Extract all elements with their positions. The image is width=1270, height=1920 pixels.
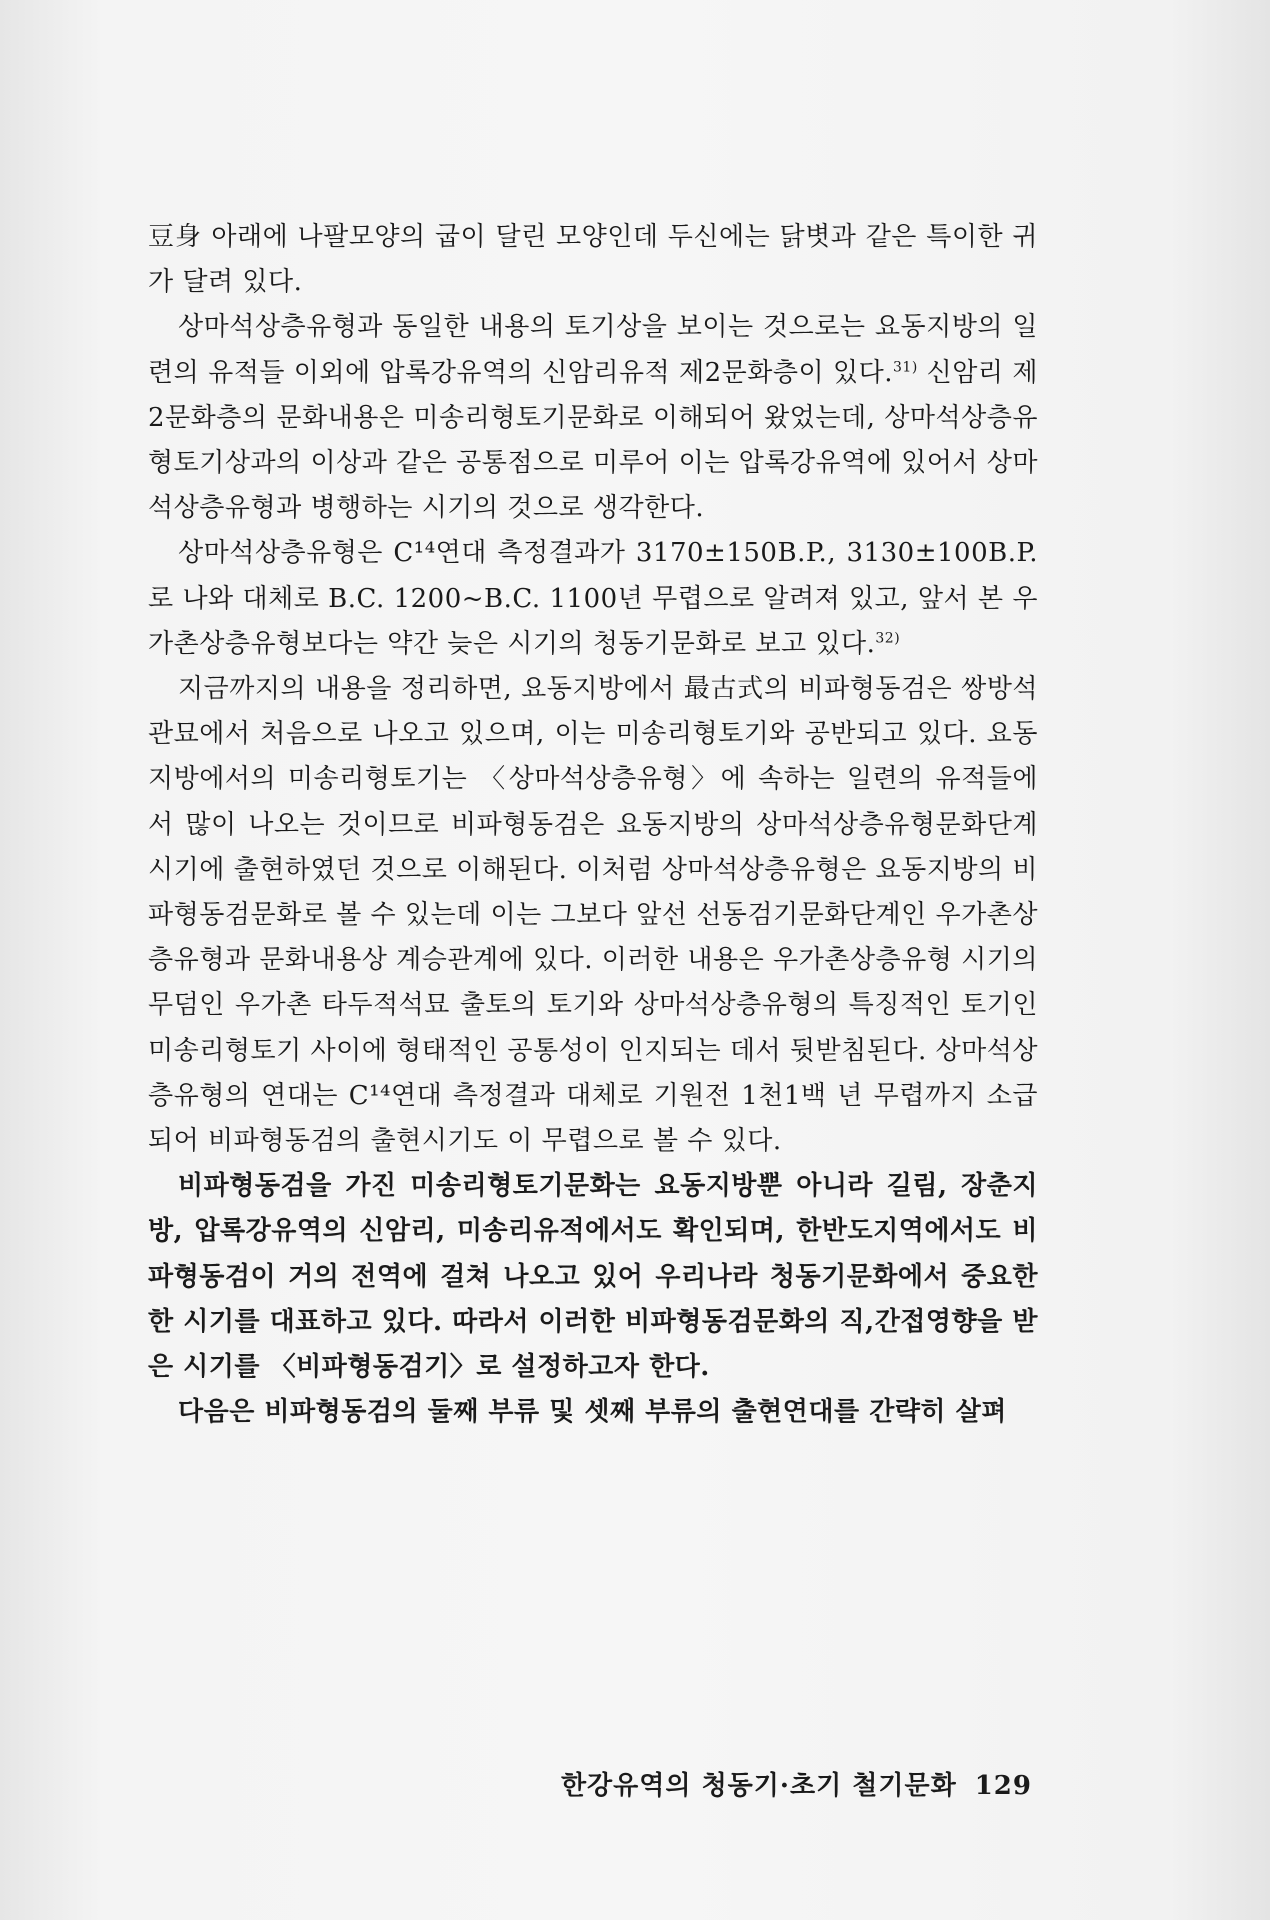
footnote-31: 31) (893, 358, 918, 375)
page-footer (561, 1765, 1032, 1802)
paragraph-2 (148, 305, 1038, 531)
paragraph-4-text: 지금까지의 내용을 정리하면, 요동지방에서 最古式의 비파형동검은 쌍방석관묘에서 처음으로 나오고 있으며, 이는 미송리형토기와 공반되고 있다. 요동지방에서의 미송리형토기는 〈상마석상층유형〉에 속하는 일련의 유적들에서 많이 나오는 것이므로 비파형동검은 요동지방의 상마석상층유형문화단계 시기에 출현하였던 것으로 이해된다. 이처럼 상마석상층유형은 요동지방의 비파형동검문화로 볼 수 있는데 이는 그보다 앞선 선동검기문화단계인 우가촌상층유형과 문화내용상 계승관계에 있다. 이러한 내용은 우가촌상층유형 시기의 무덤인 우가촌 타두적석묘 출토의 토기와 상마석상층유형의 특징적인 토기인 미송리형토기 사이에 형태적인 공통성이 인지되는 데서 뒷받침된다. 상마석상층유형의 연대는 C¹⁴연대 측정결과 대체로 기원전 1천1백 년 무렵까지 소급되어 비파형동검의 출현시기도 이 무렵으로 볼 수 있다. (148, 674, 1038, 1157)
page-number: 129 (974, 1771, 1032, 1801)
running-title: 한강유역의 청동기·초기 철기문화 (560, 1771, 957, 1801)
paragraph-5 (148, 1164, 1038, 1390)
paragraph-6 (148, 1390, 1038, 1435)
paragraph-2-text: 상마석상층유형과 동일한 내용의 토기상을 보이는 것으로는 요동지방의 일련의 유적들 이외에 압록강유역의 신암리유적 제2문화층이 있다. (148, 312, 1038, 388)
paragraph-2-text-after: 신암리 제2문화층의 문화내용은 미송리형토기문화로 이해되어 왔었는데, 상마석상층유형토기상과의 이상과 같은 공통점으로 미루어 이는 압록강유역에 있어서 상마석상층유형과 병행하는 시기의 것으로 생각한다. (148, 357, 1038, 524)
paragraph-4 (148, 667, 1038, 1164)
footnote-32: 32) (875, 630, 901, 647)
paragraph-3-text: 상마석상층유형은 C¹⁴연대 측정결과가 3170±150B.P., 3130±100B.P.로 나와 대체로 B.C. 1200~B.C. 1100년 무렵으로 알려져 있고, 앞서 본 우가촌상층유형보다는 약간 늦은 시기의 청동기문화로 보고 있다. (148, 538, 1038, 659)
paragraph-1 (148, 215, 1038, 305)
paragraph-3 (148, 531, 1038, 667)
paragraph-1-text: 豆身 아래에 나팔모양의 굽이 달린 모양인데 두신에는 닭볏과 같은 특이한 귀가 달려 있다. (148, 222, 1038, 298)
body-text (148, 215, 1038, 1435)
paragraph-5-text: 비파형동검을 가진 미송리형토기문화는 요동지방뿐 아니라 길림, 장춘지방, 압록강유역의 신암리, 미송리유적에서도 확인되며, 한반도지역에서도 비파형동검이 거의 전역에 걸쳐 나오고 있어 우리나라 청동기문화에서 중요한 한 시기를 대표하고 있다. 따라서 이러한 비파형동검문화의 직,간접영향을 받은 시기를 〈비파형동검기〉로 설정하고자 한다. (148, 1171, 1038, 1383)
paragraph-6-text: 다음은 비파형동검의 둘째 부류 및 셋째 부류의 출현연대를 간략히 살펴 (178, 1397, 1007, 1428)
